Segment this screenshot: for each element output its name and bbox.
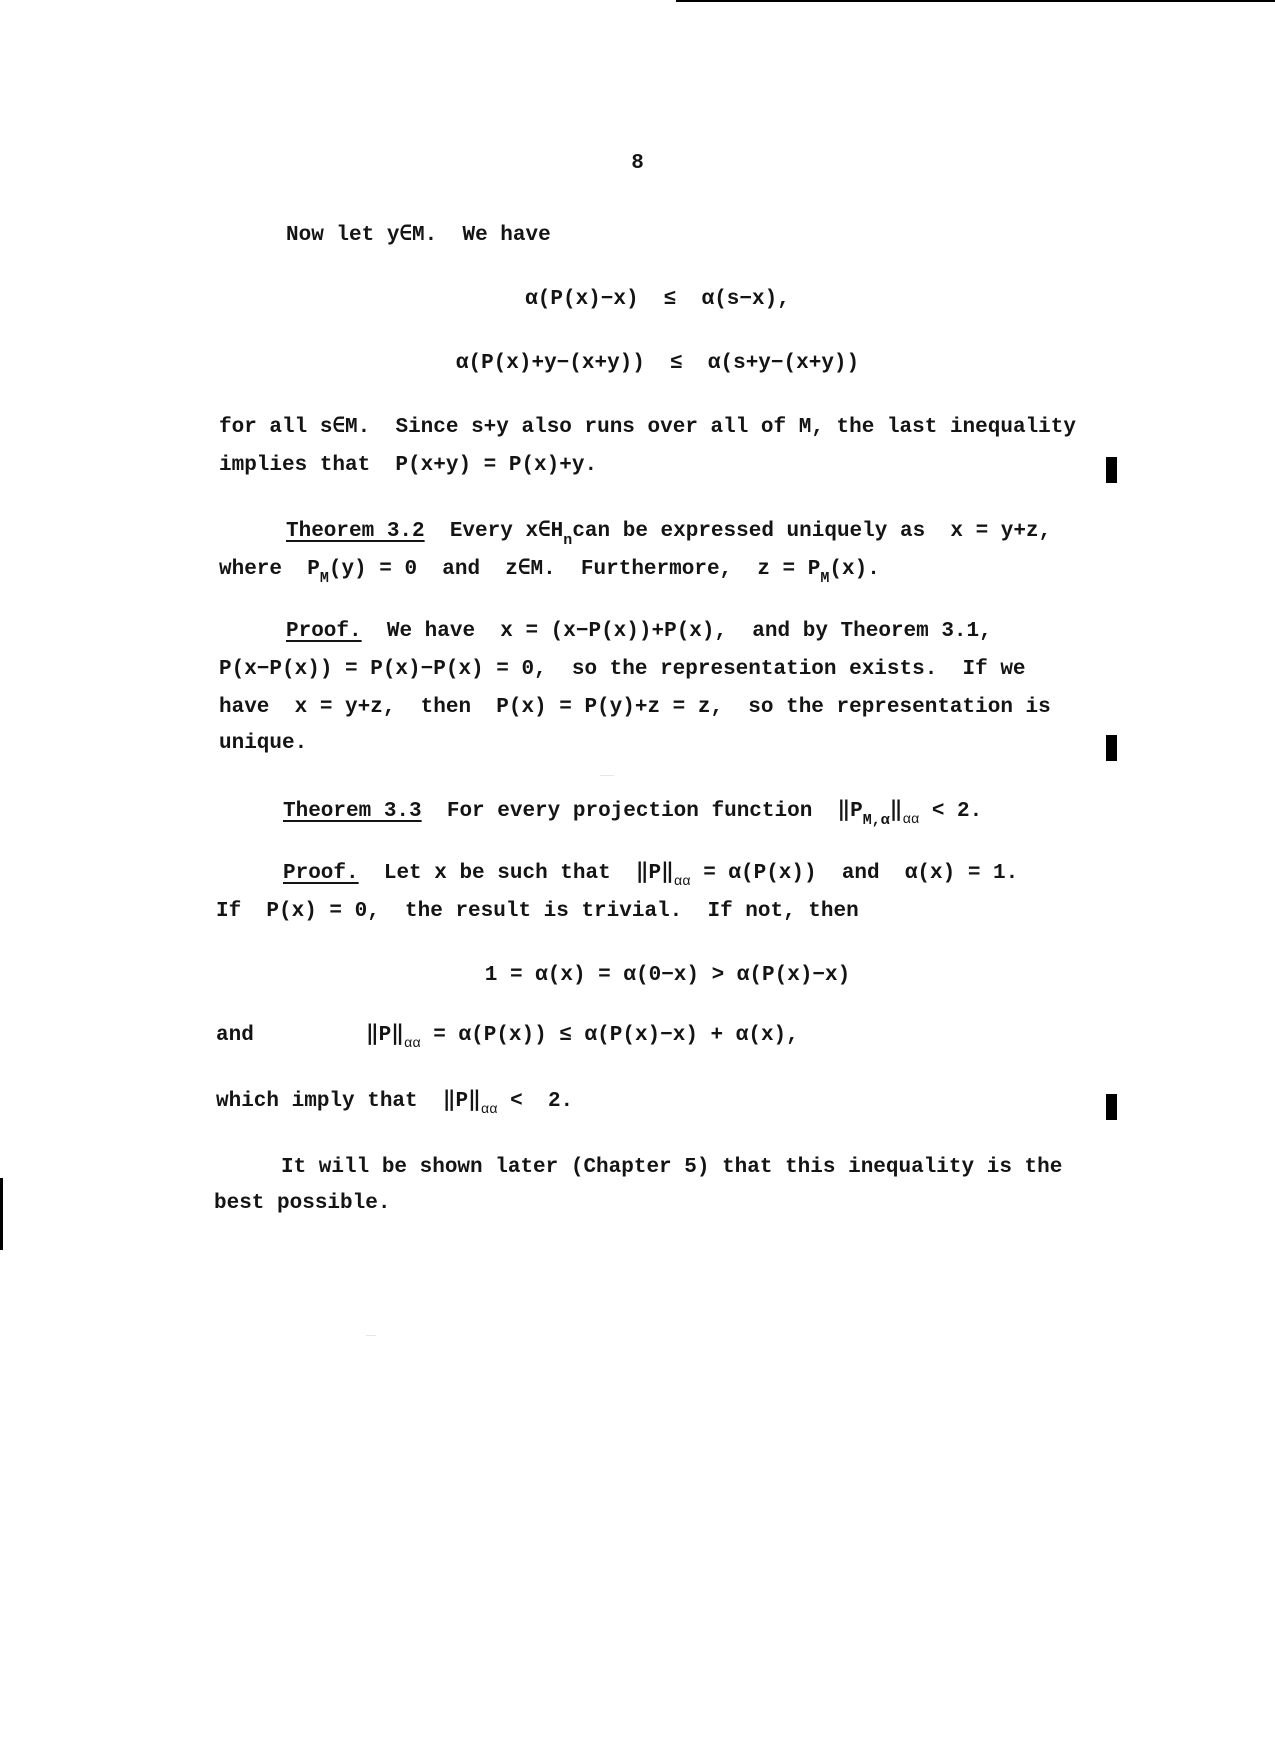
qed-mark	[1106, 735, 1117, 761]
scan-speck	[600, 775, 614, 776]
theorem-3-2: Theorem 3.2 Every $x\in H_ncan$ be expressed uniquely as x = y+z,	[286, 520, 1052, 549]
text-line: where $P_M(y) = 0$ and z∈M. Furthermore, $z = P_M(x)$.	[219, 558, 880, 587]
text-line: implies that P(x+y) = P(x)+y.	[219, 454, 598, 477]
scan-edge-left	[0, 1178, 3, 1250]
theorem-3-3: Theorem 3.3 For every projection function $‖P_{M,\alpha}‖_{\alpha\alpha} < 2$.	[283, 800, 983, 829]
text-line: unique.	[219, 732, 308, 755]
display-equation: $‖P‖_{\alpha\alpha} = \alpha(P(x)) \le \alpha(P(x)-x) + \alpha(x)$,	[366, 1024, 799, 1052]
scan-edge-top	[676, 0, 1275, 2]
text-line: best possible.	[214, 1192, 391, 1215]
text-line: Now let y∈M. We have	[286, 224, 551, 247]
proof-label: Proof.	[286, 620, 362, 643]
proof-3-2: Proof. We have x = (x−P(x))+P(x), and by Theorem 3.1,	[286, 620, 992, 643]
text-line: P(x−P(x)) = P(x)−P(x) = 0, so the representation exists. If we	[219, 658, 1026, 681]
text-line: have x = y+z, then P(x) = P(y)+z = z, so the representation is	[219, 696, 1051, 719]
proof-3-3: Proof. Let x be such that $‖P‖_{\alpha\alpha} = \alpha(P(x))$ and α(x) = 1.	[283, 862, 1019, 890]
qed-mark	[1106, 457, 1117, 483]
qed-mark	[1106, 1094, 1117, 1120]
text-line: and	[216, 1024, 254, 1047]
display-equation: α(P(x)+y−(x+y)) ≤ α(s+y−(x+y))	[455, 352, 860, 375]
text-line: If P(x) = 0, the result is trivial. If not, then	[216, 900, 859, 923]
text-line: which imply that $‖P‖_{\alpha\alpha} < 2$.	[216, 1090, 574, 1118]
page-number: 8	[631, 152, 644, 175]
scan-speck	[366, 1335, 376, 1336]
theorem-3-3-label: Theorem 3.3	[283, 800, 422, 823]
text-line: for all s∈M. Since s+y also runs over all of M, the last inequality	[219, 416, 1076, 439]
text-line: It will be shown later (Chapter 5) that this inequality is the	[281, 1156, 1063, 1179]
proof-label: Proof.	[283, 862, 359, 885]
display-equation: 1 = α(x) = α(0−x) > α(P(x)−x)	[484, 964, 851, 987]
display-equation: α(P(x)−x) ≤ α(s−x),	[525, 288, 790, 311]
theorem-3-2-label: Theorem 3.2	[286, 520, 425, 543]
